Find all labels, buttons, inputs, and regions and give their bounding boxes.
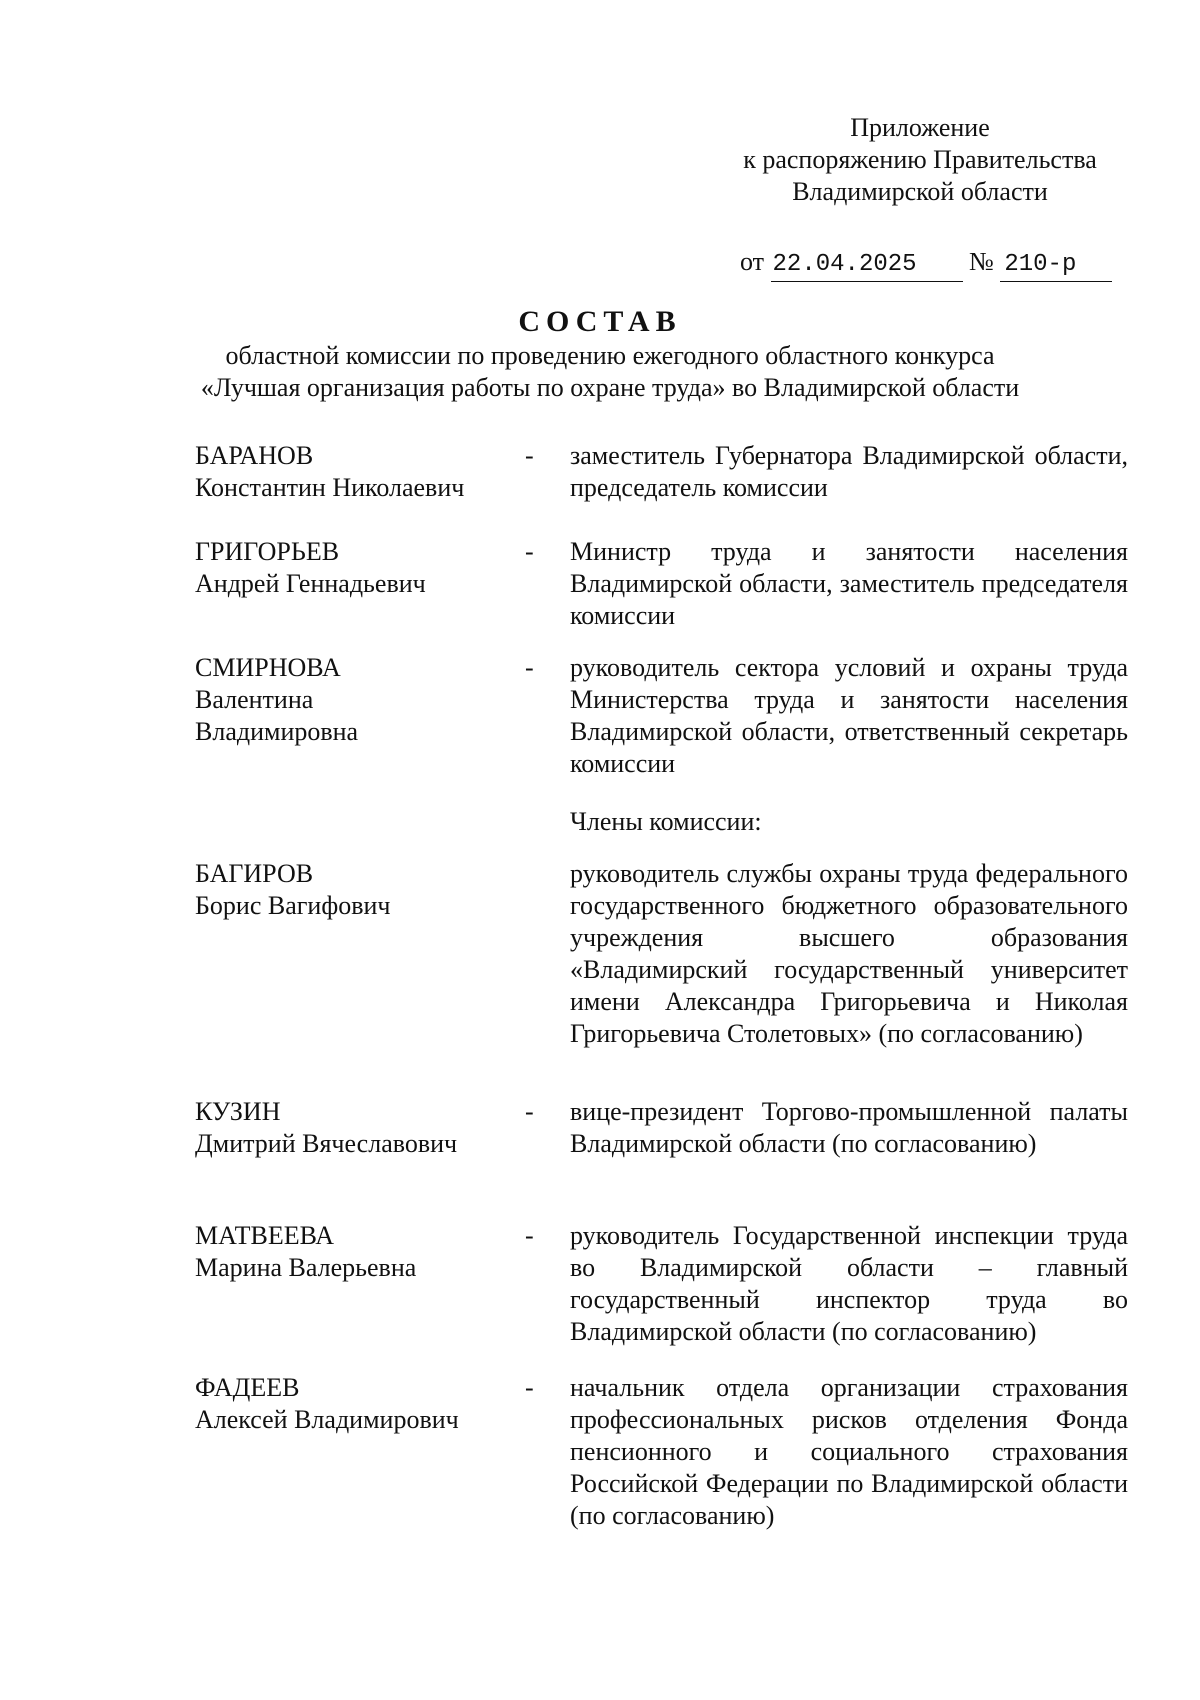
member-given-name: Алексей Владимирович: [195, 1405, 459, 1434]
member-name: [195, 536, 515, 600]
appendix-line: к распоряжению Правительства: [743, 145, 1097, 174]
member-role: заместитель Губернатора Владимирской области, председатель комиссии: [570, 441, 1128, 502]
member-role: руководитель Государственной инспекции труда во Владимирской области – главный государственный инспектор труда во Владимирской области (по согласованию): [570, 1221, 1128, 1346]
dash-separator: -: [525, 1373, 534, 1402]
member-surname: БАГИРОВ: [195, 859, 314, 888]
dash-separator: -: [525, 1221, 534, 1250]
member-name: [195, 1096, 515, 1160]
member-name: [195, 1220, 515, 1284]
member-surname: ГРИГОРЬЕВ: [195, 537, 340, 566]
member-surname: БАРАНОВ: [195, 441, 314, 470]
date-value: 22.04.2025: [771, 249, 963, 282]
document-title: СОСТАВ: [518, 305, 682, 338]
member-role: руководитель службы охраны труда федерального государственного бюджетного образовательного учреждения высшего образования «Владимирский государственный университет имени Александра Григорьевича и Николая Григорьевича Столетовых» (по согласованию): [570, 859, 1128, 1048]
number-prefix: №: [969, 247, 994, 276]
member-given-name: Андрей Геннадьевич: [195, 569, 426, 598]
document-subtitle: [150, 340, 1070, 404]
dash-separator: -: [525, 653, 534, 682]
member-surname: ФАДЕЕВ: [195, 1373, 300, 1402]
dash-separator: -: [525, 1097, 534, 1126]
date-prefix: от: [740, 247, 765, 276]
member-surname: КУЗИН: [195, 1097, 281, 1126]
dash-separator: -: [525, 537, 534, 566]
member-given-name: Борис Вагифович: [195, 891, 391, 920]
member-role: начальник отдела организации страхования профессиональных рисков отделения Фонда пенсионного и социального страхования Российской Федерации по Владимирской области (по согласованию): [570, 1373, 1128, 1530]
subtitle-line: «Лучшая организация работы по охране труда» во Владимирской области: [200, 373, 1020, 402]
member-given-name: Владимировна: [195, 717, 359, 746]
registration-line: [740, 246, 1160, 282]
member-name: [195, 652, 515, 748]
member-surname: МАТВЕЕВА: [195, 1221, 335, 1250]
appendix-line: Приложение: [850, 113, 990, 142]
member-name: [195, 1372, 515, 1436]
appendix-line: Владимирской области: [792, 177, 1048, 206]
member-role: руководитель сектора условий и охраны труда Министерства труда и занятости населения Владимирской области, ответственный секретарь комиссии: [570, 653, 1128, 778]
dash-separator: -: [525, 441, 534, 470]
number-value: 210-р: [1000, 249, 1112, 282]
member-role: Министр труда и занятости населения Владимирской области, заместитель председателя комиссии: [570, 537, 1128, 630]
member-role: вице-президент Торгово-промышленной палаты Владимирской области (по согласованию): [570, 1097, 1128, 1158]
member-name: [195, 858, 515, 922]
subtitle-line: областной комиссии по проведению ежегодного областного конкурса: [225, 341, 995, 370]
member-name: [195, 440, 515, 504]
member-given-name: Марина Валерьевна: [195, 1253, 417, 1282]
member-given-name: Дмитрий Вячеславович: [195, 1129, 458, 1158]
member-surname: СМИРНОВА: [195, 653, 341, 682]
member-given-name: Валентина: [195, 685, 314, 714]
member-given-name: Константин Николаевич: [195, 473, 465, 502]
members-label: Члены комиссии:: [570, 807, 762, 836]
appendix-header: [700, 112, 1140, 208]
